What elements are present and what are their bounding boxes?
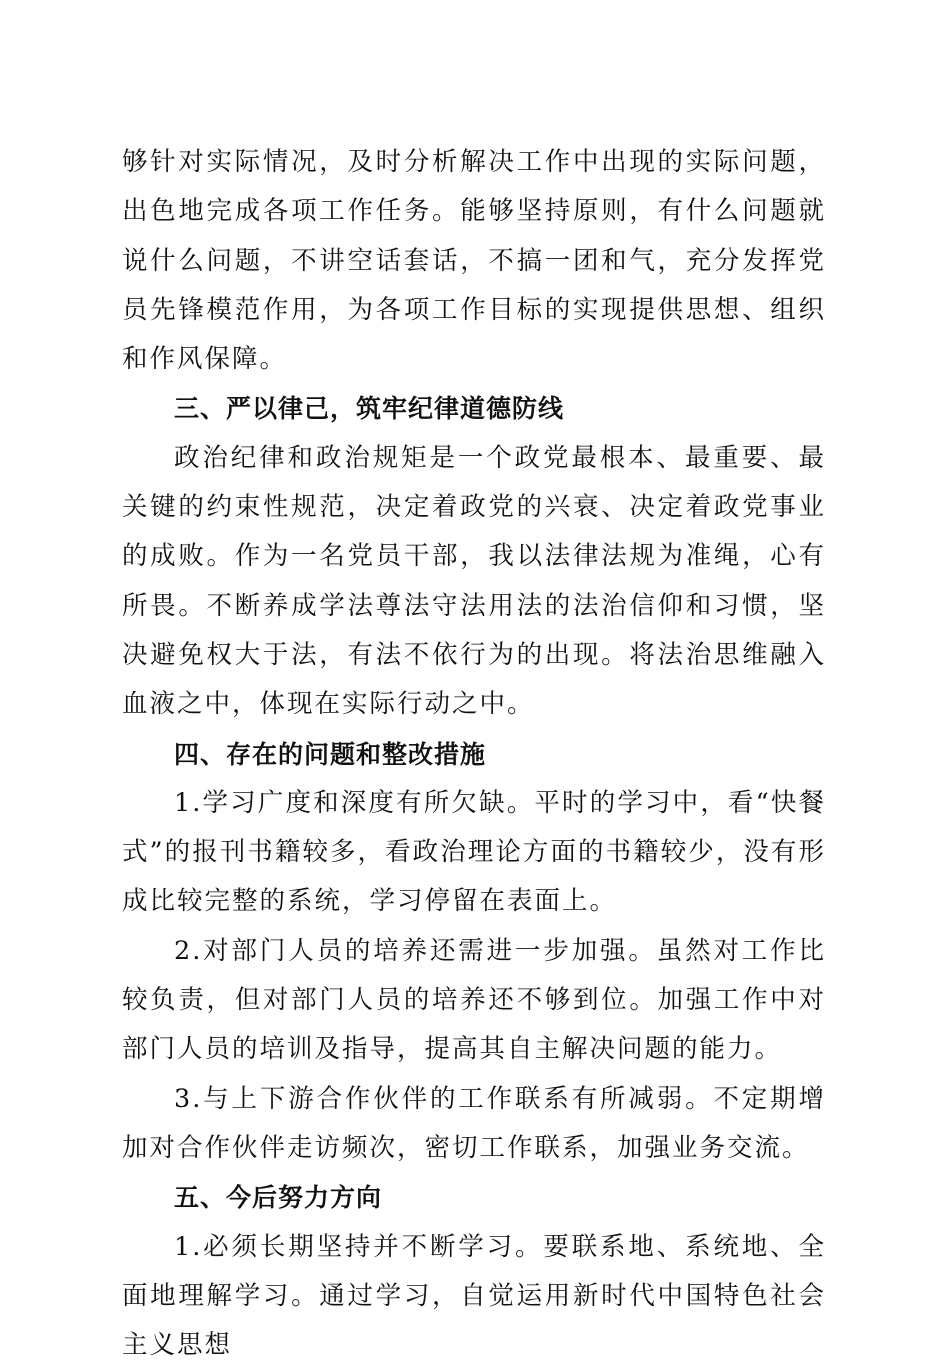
problem-item-1: 1.学习广度和深度有所欠缺。平时的学习中，看“快餐式”的报刊书籍较多，看政治理论方面的书籍较少，没有形成比较完整的系统，学习停留在表面上。 bbox=[122, 787, 826, 917]
direction-item-1: 1.必须长期坚持并不断学习。要联系地、系统地、全面地理解学习。通过学习，自觉运用新时代中国特色社会主义思想 bbox=[122, 1231, 826, 1361]
paragraph-continuation: 够针对实际情况，及时分析解决工作中出现的实际问题，出色地完成各项工作任务。能够坚持原则，有什么问题就说什么问题，不讲空话套话，不搞一团和气，充分发挥党员先锋模范作用，为各项工作目标的实现提供思想、组织和作风保障。 bbox=[122, 147, 826, 375]
problem-item-2: 2.对部门人员的培养还需进一步加强。虽然对工作比较负责，但对部门人员的培养还不够到位。加强工作中对部门人员的培训及指导，提高其自主解决问题的能力。 bbox=[122, 935, 826, 1065]
problem-item-3: 3.与上下游合作伙伴的工作联系有所减弱。不定期增加对合作伙伴走访频次，密切工作联系，加强业务交流。 bbox=[122, 1083, 826, 1163]
paragraph-discipline: 政治纪律和政治规矩是一个政党最根本、最重要、最关键的约束性规范，决定着政党的兴衰、决定着政党事业的成败。作为一名党员干部，我以法律法规为准绳，心有所畏。不断养成学法尊法守法用法的法治信仰和习惯，坚决避免权大于法，有法不依行为的出现。将法治思维融入血液之中，体现在实际行动之中。 bbox=[122, 442, 826, 720]
section-heading-4: 四、存在的问题和整改措施 bbox=[174, 739, 487, 769]
document-body bbox=[122, 138, 826, 1370]
section-heading-5: 五、今后努力方向 bbox=[174, 1183, 383, 1213]
section-heading-3: 三、严以律己，筑牢纪律道德防线 bbox=[174, 394, 565, 424]
